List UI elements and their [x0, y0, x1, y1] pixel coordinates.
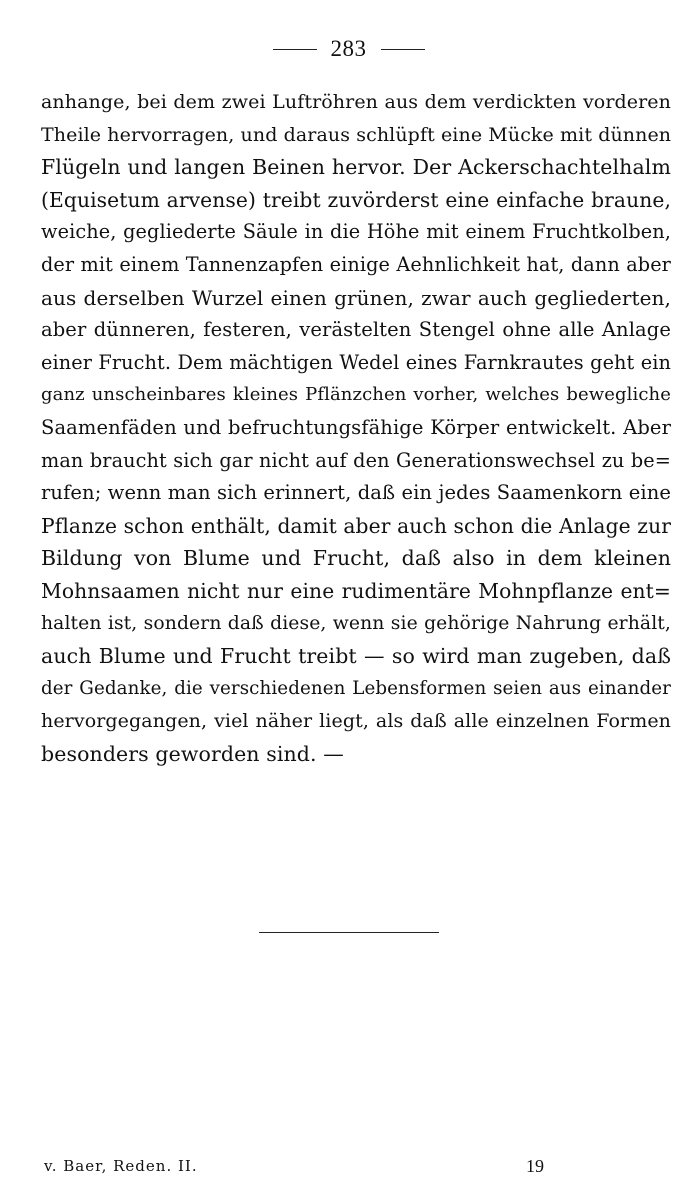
text-line: Flügeln und langen Beinen hervor. Der Ackerschachtelhalm — [41, 155, 671, 180]
text-line: aber dünneren, festeren, verästelten Stengel ohne alle Anlage — [41, 318, 671, 342]
header-rule-right — [381, 49, 425, 50]
signature-mark: v. Baer, Reden. II. — [44, 1157, 198, 1175]
header-rule-left — [273, 49, 317, 50]
text-line-final: besonders geworden sind. — — [41, 741, 344, 766]
text-line: anhange, bei dem zwei Luftröhren aus dem verdickten vorderen — [41, 91, 671, 113]
text-line: (Equisetum arvense) treibt zuvörderst eine einfache braune, — [41, 187, 671, 212]
page-header — [0, 34, 697, 64]
text-line: man braucht sich gar nicht auf den Generationswechsel zu be= — [41, 448, 671, 472]
body-text — [41, 86, 671, 770]
text-line: aus derselben Wurzel einen grünen, zwar auch gegliederten, — [41, 285, 671, 310]
text-line: halten ist, sondern daß diese, wenn sie gehörige Nahrung erhält, — [41, 612, 671, 634]
text-line: auch Blume und Frucht treibt — so wird man zugeben, daß — [41, 644, 671, 669]
text-line: Pflanze schon enthält, damit aber auch schon die Anlage zur — [41, 513, 671, 538]
text-line: hervorgegangen, viel näher liegt, als daß alle einzelnen Formen — [41, 710, 671, 733]
text-line: Theile hervorragen, und daraus schlüpft eine Mücke mit dünnen — [41, 123, 672, 146]
text-line: rufen; wenn man sich erinnert, daß ein jedes Saamenkorn eine — [41, 481, 672, 505]
text-line: ganz unscheinbares kleines Pflänzchen vorher, welches bewegliche — [41, 384, 671, 406]
text-line: Saamenfäden und befruchtungsfähige Körper entwickelt. Aber — [41, 415, 671, 439]
text-line: weiche, gegliederte Säule in die Höhe mit einem Fruchtkolben, — [41, 220, 671, 244]
sheet-number: 19 — [526, 1156, 544, 1176]
text-line: einer Frucht. Dem mächtigen Wedel eines Farnkrautes geht ein — [41, 350, 671, 374]
text-line: Bildung von Blume und Frucht, daß also in dem kleinen — [41, 546, 671, 571]
page-number: 283 — [330, 36, 367, 61]
text-line: der Gedanke, die verschiedenen Lebensformen seien aus einander — [41, 677, 671, 699]
page-footer — [44, 1154, 652, 1178]
text-line: der mit einem Tannenzapfen einige Aehnlichkeit hat, dann aber — [41, 252, 671, 276]
section-end-rule — [259, 932, 439, 933]
text-line: Mohnsaamen nicht nur eine rudimentäre Mohnpflanze ent= — [41, 578, 671, 603]
